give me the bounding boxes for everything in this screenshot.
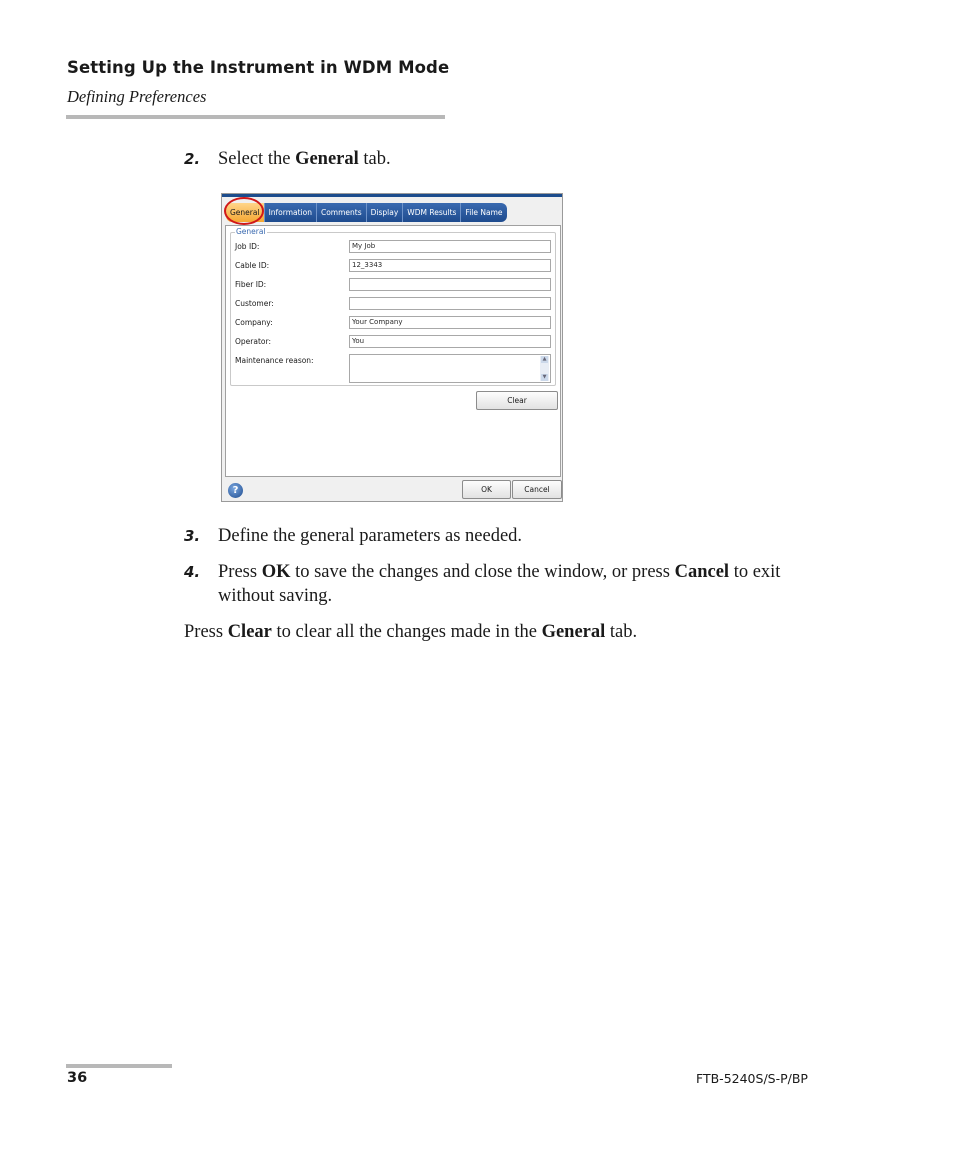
operator-label: Operator: bbox=[235, 337, 271, 346]
page-number: 36 bbox=[67, 1070, 88, 1086]
cancel-button[interactable]: Cancel bbox=[512, 480, 562, 499]
section-subtitle: Defining Preferences bbox=[67, 87, 207, 106]
tab-wdm-results[interactable]: WDM Results bbox=[403, 203, 461, 222]
step-text: Press bbox=[218, 562, 262, 582]
operator-field[interactable]: You bbox=[349, 335, 551, 348]
step-text: Select the bbox=[218, 149, 296, 169]
fiber-id-label: Fiber ID: bbox=[235, 280, 267, 289]
clear-button[interactable]: Clear bbox=[476, 391, 558, 410]
footer-rule bbox=[66, 1064, 172, 1068]
step-text: tab. bbox=[358, 149, 391, 169]
cable-id-label: Cable ID: bbox=[235, 261, 270, 270]
fiber-id-field[interactable] bbox=[349, 278, 551, 291]
step-text: to exit without saving. bbox=[218, 562, 781, 606]
general-group bbox=[230, 227, 556, 386]
step-bold: Cancel bbox=[674, 562, 730, 582]
note-bold: Clear bbox=[227, 622, 272, 642]
chapter-title: Setting Up the Instrument in WDM Mode bbox=[67, 58, 450, 77]
highlight-ring bbox=[224, 197, 264, 225]
step-number: 4. bbox=[184, 563, 201, 581]
scroll-down-icon[interactable]: ▼ bbox=[542, 374, 547, 380]
note-text: tab. bbox=[605, 622, 638, 642]
step-text: Define the general parameters as needed. bbox=[218, 526, 523, 546]
note-text: to clear all the changes made in the bbox=[271, 622, 542, 642]
maintenance-reason-field[interactable] bbox=[349, 354, 551, 383]
step-number: 3. bbox=[184, 527, 201, 545]
company-label: Company: bbox=[235, 318, 273, 327]
tab-display[interactable]: Display bbox=[367, 203, 404, 222]
tab-bar bbox=[226, 203, 507, 224]
general-panel bbox=[225, 225, 561, 477]
tab-file-name[interactable]: File Name bbox=[461, 203, 506, 222]
customer-label: Customer: bbox=[235, 299, 274, 308]
ok-button[interactable]: OK bbox=[462, 480, 511, 499]
job-id-field[interactable]: My Job bbox=[349, 240, 551, 253]
cable-id-field[interactable]: 12_3343 bbox=[349, 259, 551, 272]
help-icon[interactable]: ? bbox=[228, 483, 243, 498]
step-number: 2. bbox=[184, 150, 201, 168]
step-bold: General bbox=[295, 149, 359, 169]
job-id-label: Job ID: bbox=[235, 242, 260, 251]
product-model: FTB-5240S/S-P/BP bbox=[696, 1071, 808, 1086]
step-bold: OK bbox=[261, 562, 291, 582]
step-text: to save the changes and close the window, or press bbox=[290, 562, 675, 582]
maintenance-reason-label: Maintenance reason: bbox=[235, 356, 314, 365]
clear-note bbox=[184, 620, 834, 644]
group-title: General bbox=[236, 227, 266, 236]
textarea-scrollbar[interactable] bbox=[540, 356, 549, 381]
tab-general[interactable]: General bbox=[226, 203, 265, 222]
customer-field[interactable] bbox=[349, 297, 551, 310]
header-rule bbox=[66, 115, 445, 119]
note-bold: General bbox=[541, 622, 606, 642]
tab-comments[interactable]: Comments bbox=[317, 203, 367, 222]
preferences-dialog bbox=[221, 193, 563, 502]
tab-information[interactable]: Information bbox=[265, 203, 317, 222]
note-text: Press bbox=[184, 622, 228, 642]
dialog-title-strip bbox=[222, 194, 562, 197]
company-field[interactable]: Your Company bbox=[349, 316, 551, 329]
scroll-up-icon[interactable]: ▲ bbox=[542, 356, 547, 362]
